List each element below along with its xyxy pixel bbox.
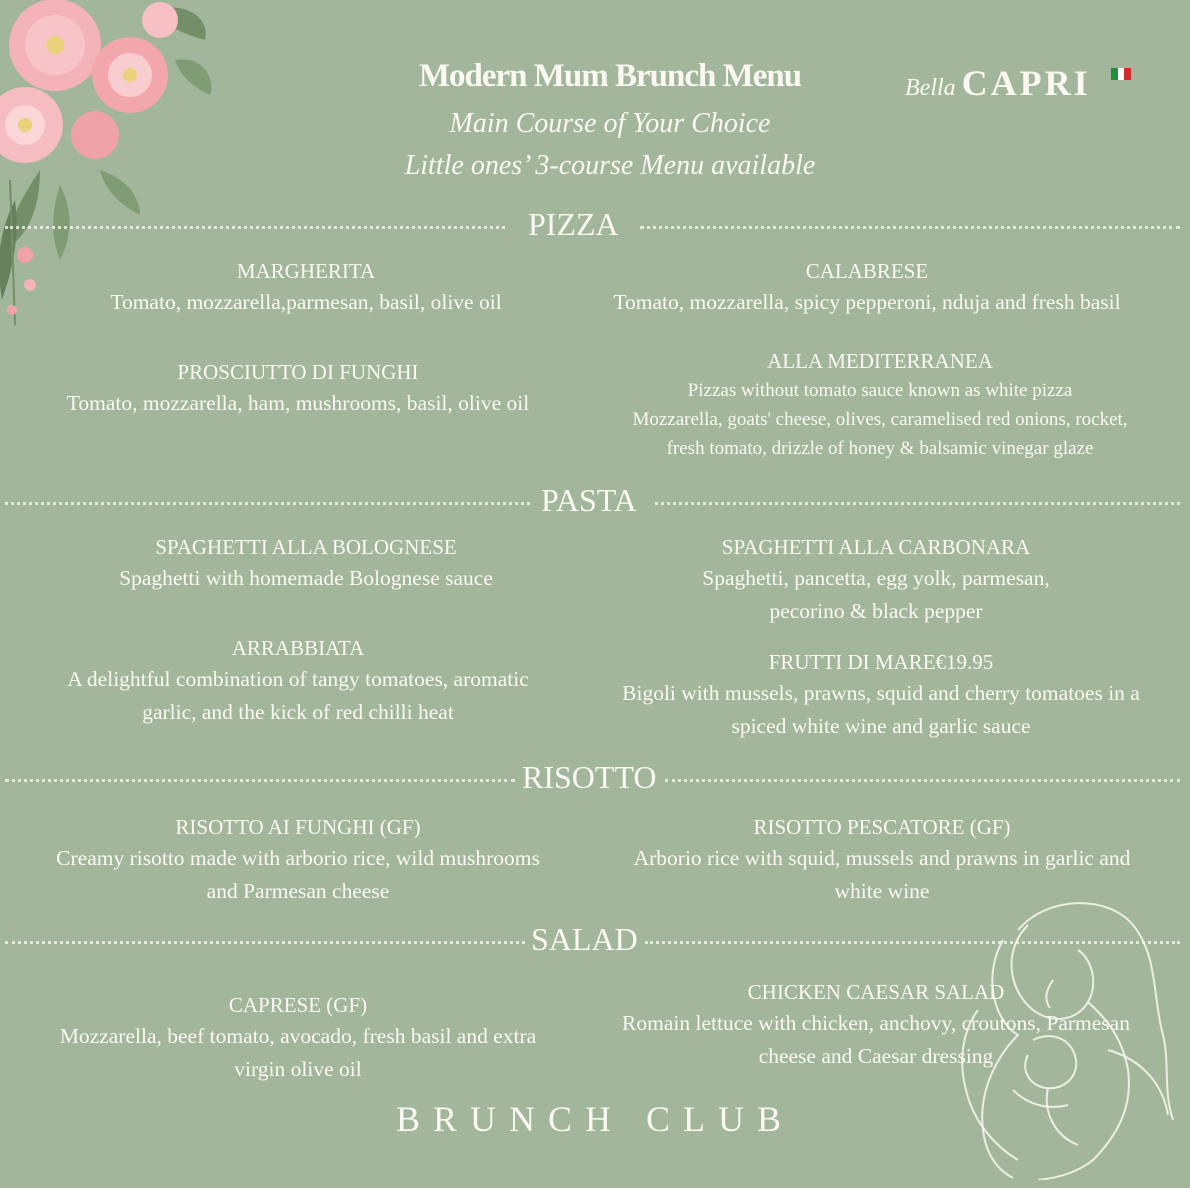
menu-item: CHICKEN CAESAR SALAD Romain lettuce with chicken, anchovy, croutons, Parmesan cheese and Caesar dressing: [622, 980, 1130, 1068]
section-divider-risotto: [0, 761, 1190, 795]
brand-name: CAPRI: [961, 63, 1091, 103]
italian-flag-icon: [1111, 68, 1131, 80]
menu-item: FRUTTI DI MARE€19.95 Bigoli with mussels, prawns, squid and cherry tomatoes in a spiced white wine and garlic sauce: [622, 650, 1140, 738]
menu-title: Modern Mum Brunch Menu: [418, 58, 802, 94]
menu-item: CALABRESE Tomato, mozzarella, spicy pepperoni, nduja and fresh basil: [613, 259, 1121, 314]
section-heading-pizza: PIZZA: [528, 206, 619, 242]
menu-subtitle: Main Course of Your Choice: [449, 108, 771, 139]
section-heading-salad: SALAD: [531, 921, 638, 957]
menu-item: PROSCIUTTO DI FUNGHI Tomato, mozzarella, ham, mushrooms, basil, olive oil: [66, 360, 530, 415]
menu-item: SPAGHETTI ALLA BOLOGNESE Spaghetti with homemade Bolognese sauce: [119, 535, 493, 590]
section-heading-pasta: PASTA: [541, 482, 637, 518]
section-divider-pasta: [0, 484, 1190, 518]
section-divider-pizza: [0, 208, 1190, 242]
menu-item: ALLA MEDITERRANEA Pizzas without tomato sauce known as white pizza Mozzarella, goats' cheese, olives, caramelised red onions, rocket, fresh tomato, drizzle of honey & balsamic vinegar glaze: [632, 349, 1128, 459]
menu-availability-note: Little ones’ 3-course Menu available: [404, 150, 816, 181]
brand-logo: [905, 62, 1091, 104]
menu-item: RISOTTO AI FUNGHI (GF) Creamy risotto made with arborio rice, wild mushrooms and Parmesan cheese: [56, 815, 540, 903]
menu-item: SPAGHETTI ALLA CARBONARA Spaghetti, pancetta, egg yolk, parmesan, pecorino & black pepper: [702, 535, 1050, 623]
menu-item: ARRABBIATA A delightful combination of tangy tomatoes, aromatic garlic, and the kick of red chilli heat: [67, 636, 529, 724]
brunch-club-footer: BRUNCH CLUB: [395, 1099, 795, 1139]
section-heading-risotto: RISOTTO: [522, 759, 657, 795]
brand-script: Bella: [905, 75, 956, 101]
menu-item: MARGHERITA Tomato, mozzarella,parmesan, basil, olive oil: [110, 259, 502, 314]
menu-item: RISOTTO PESCATORE (GF) Arborio rice with squid, mussels and prawns in garlic and white wine: [633, 815, 1131, 903]
menu-item: CAPRESE (GF) Mozzarella, beef tomato, avocado, fresh basil and extra virgin olive oil: [59, 993, 537, 1081]
